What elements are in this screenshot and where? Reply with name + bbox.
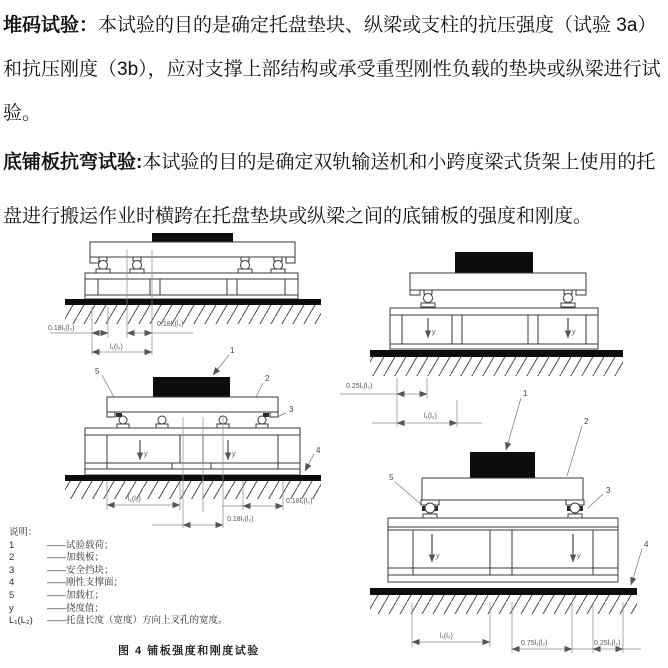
legend-label: ——刚性支撑面； <box>47 577 124 589</box>
dim-label: 0.75l₁(l₂) <box>521 640 548 647</box>
legend-label: ——托盘长度（宽度）方向上叉孔的宽度。 <box>47 615 228 627</box>
roller-supports <box>421 290 575 307</box>
loading-beam <box>107 397 278 417</box>
pallet <box>85 273 298 299</box>
legend-item <box>9 565 329 578</box>
ground-bar <box>370 588 637 595</box>
pallet <box>85 428 300 475</box>
legend-item <box>9 603 329 616</box>
callout-3: 3 <box>606 486 611 495</box>
y-label: y <box>144 451 148 458</box>
ground-hatch <box>65 305 321 324</box>
roller-supports <box>421 500 584 518</box>
dim-label: l₁(l₂) <box>424 413 437 420</box>
dimension-labels <box>440 633 620 647</box>
roller-supports <box>117 416 268 428</box>
y-label: y <box>577 553 581 560</box>
legend-item <box>9 540 329 553</box>
load-block <box>153 377 230 397</box>
dim-label: 0.18l₁(l₂) <box>48 325 75 332</box>
callout-4: 4 <box>644 540 649 549</box>
dim-label: 0.18l₁(l₂) <box>227 516 254 523</box>
dim-label: l₁(l₂) <box>110 344 123 351</box>
callout-3: 3 <box>289 405 294 414</box>
legend-item <box>9 590 329 603</box>
load-block <box>152 233 233 242</box>
dim-label: l₁(l₂) <box>128 496 141 503</box>
ground-bar <box>65 475 321 481</box>
text-line <box>3 136 667 190</box>
paragraph-stacking-test <box>3 4 667 136</box>
y-label: y <box>572 329 576 336</box>
legend-label: ——安全挡块； <box>47 564 114 576</box>
callout-4: 4 <box>316 446 321 455</box>
ground-hatch <box>370 595 637 614</box>
legend-key: 4 <box>9 577 15 589</box>
ground-hatch <box>370 357 623 376</box>
legend-item <box>9 552 329 565</box>
legend-key: L₁(L₂) <box>9 615 33 627</box>
y-label: y <box>432 329 436 336</box>
callout-1: 1 <box>523 389 528 398</box>
legend-title: 说明： <box>9 527 38 538</box>
legend-key: 3 <box>9 564 15 576</box>
pallet <box>390 308 598 349</box>
legend-key: 1 <box>9 539 15 551</box>
callout-2: 2 <box>265 374 270 383</box>
legend-label: ——试验载荷； <box>47 539 114 551</box>
loading-beam <box>422 478 583 500</box>
text-line: 和抗压刚度（3b），应对支撑上部结构或承受重型刚性负载的垫块或纵梁进行试 <box>3 59 661 80</box>
dim-label: 0.18l₁(l₂) <box>286 498 313 505</box>
text-line: 验。 <box>3 103 42 124</box>
ground-bar <box>370 350 623 357</box>
test-diagram-4 <box>370 389 649 653</box>
paragraph-heading: 堆码试验： <box>3 15 99 36</box>
dimension-labels <box>346 383 437 420</box>
legend-label: ——加载板； <box>47 552 105 564</box>
legend-key: y <box>9 602 14 614</box>
dimension-labels <box>48 321 183 351</box>
figure-legend <box>9 527 329 628</box>
loading-beam <box>90 242 295 263</box>
test-diagram-1 <box>48 233 321 355</box>
figure-caption: 图 4 铺板强度和刚度试验 <box>118 645 260 657</box>
ground-bar <box>65 299 321 305</box>
load-block <box>455 252 533 273</box>
dim-label: l₁(l₂) <box>440 633 453 640</box>
dim-label: 0.25l₁(l₂) <box>346 383 373 390</box>
y-label: y <box>232 451 236 458</box>
dim-label: 0.25l₁(l₂) <box>594 640 621 647</box>
legend-key: 5 <box>9 589 15 601</box>
text-run: 本试验的目的是确定托盘垫块、纵梁或支柱的抗压强度（试验 3a） <box>98 15 657 36</box>
legend-item <box>9 615 329 628</box>
load-block <box>470 452 535 478</box>
dimension-labels <box>128 496 312 523</box>
y-label: y <box>436 553 440 560</box>
callout-2: 2 <box>584 417 589 426</box>
text-line <box>3 4 667 48</box>
roller-supports <box>96 257 285 273</box>
legend-key: 2 <box>9 552 15 564</box>
legend-item <box>9 577 329 590</box>
loading-beam <box>410 273 586 295</box>
callout-1: 1 <box>230 346 235 355</box>
legend-label: ——加载杠； <box>47 589 105 601</box>
callout-5: 5 <box>389 473 394 482</box>
legend-label: ——挠度值； <box>47 602 105 614</box>
ground-hatch <box>65 481 321 499</box>
dim-label: 0.18l₁(l₂) <box>157 321 184 328</box>
pallet <box>388 518 618 582</box>
text-run: 本试验的目的是确定双轨输送机和小跨度梁式货架上使用的托 <box>142 152 656 173</box>
test-diagram-3 <box>65 346 321 528</box>
paragraph-heading: 底铺板抗弯试验: <box>3 152 143 173</box>
text-line: 盘进行搬运作业时横跨在托盘垫块或纵梁之间的底铺板的强度和刚度。 <box>3 206 593 227</box>
callout-5: 5 <box>95 367 100 376</box>
test-diagram-2 <box>340 252 623 427</box>
